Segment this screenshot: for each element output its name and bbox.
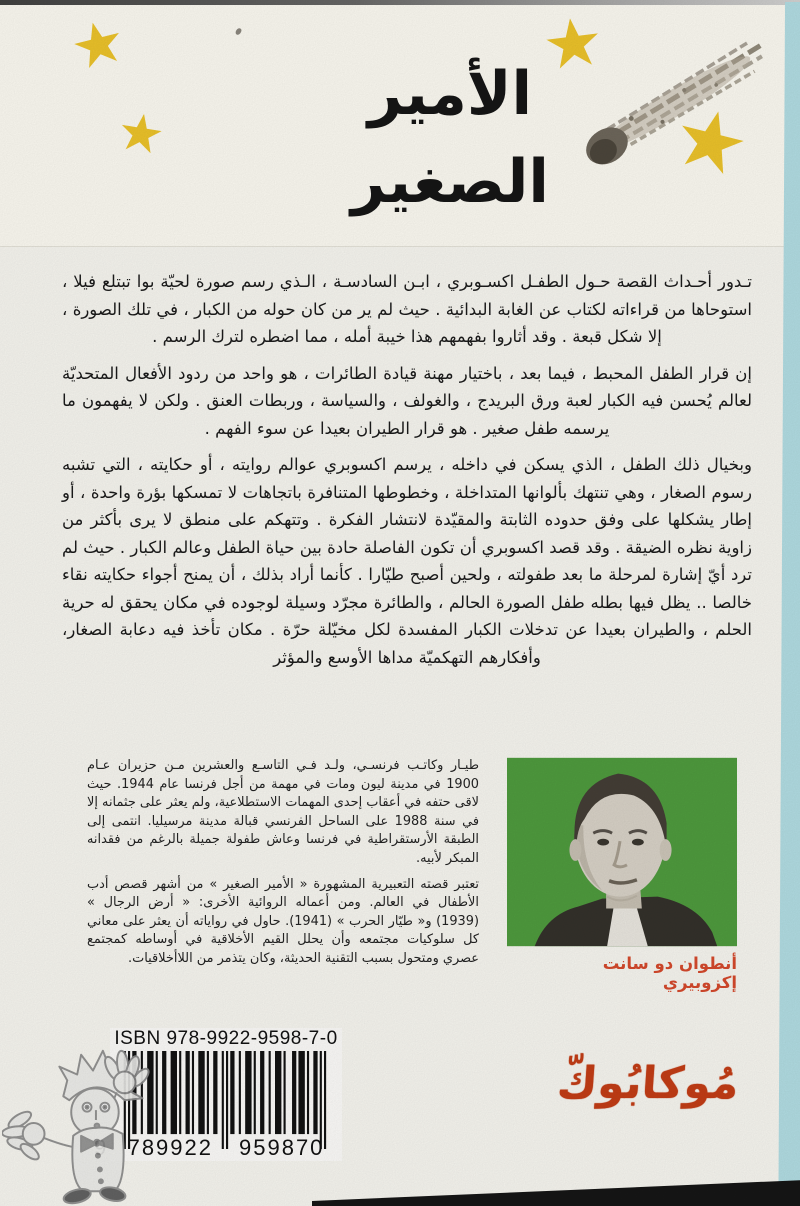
star-icon xyxy=(117,109,165,157)
synopsis-paragraph: وبخيال ذلك الطفل ، الذي يسكن في داخله ، يرسم اكسوبري عوالم روايته ، أو حكايته ، التي تشبه رسوم الصغار ، وهي تنتهك بألوانها المتداخلة ، وخطوطها المتنافرة باتجاهات لا تمسكها بؤرة واحدة ، أو إطار يشكلها على وفق حدوده الثابتة والمقيّدة لانتشار الفكرة . وتتهكم على منطق لا يرى بأكثر من زاوية نظره الضيقة . وقد قصد اكسوبري أن تكون الفاصلة حادة بين حياة الطفل وعالم الكبار . حيث لم ترد أيّ إشارة لمرحلة ما بعد طفولته ، ولحين أصبح طيّارا . كأنما أراد بذلك ، أن يمنح أجواء حكايته نقاء خالصا .. يظل فيها بطله طفل الصورة الحالم ، والطائرة مجرّد وسيلة لوجوده في مكان يحقق له حرية الحلم ، والطيران بعيدا عن تدخلات الكبار المفسدة لكل مخيّلة حرّة . مكان تأخذ فيه دعابة الصغار، وأفكارهم التهكميّة مداها الأوسع والمؤثر xyxy=(62,455,752,667)
mascot-icon xyxy=(2,1034,180,1206)
book-title-line2: الصغير xyxy=(351,147,549,217)
isbn-label: ISBN 978-9922-9598-7-0 xyxy=(114,1028,338,1049)
author-photo xyxy=(507,757,737,947)
author-name: أنطوان دو سانت إكزوبيري xyxy=(602,954,737,992)
bio-paragraph: تعتبر قصته التعبيرية المشهورة « الأمير الصغير » من أشهر قصص أدب الأطفال في العالم. ومن أعماله الروائية الأخرى: « أرض الرجال » (1939) و« طيّار الحرب » (1941). حاول في رواياته أن يعثر على معاني كل سلوكيات مجتمعه وأن يحلل القيم الأخلاقية في أوساطه كمجتمع عصري ومتحول بسبب التقنية الحديثة، وكان يتذمر من اللاأخلاقيات. xyxy=(87,876,479,966)
publisher-logo: مُوكابُوكّ xyxy=(555,1058,741,1109)
book-title-line1: الأمير xyxy=(367,59,533,129)
barcode-group2: 959870 xyxy=(239,1135,325,1160)
synopsis-paragraph: تـدور أحـداث القصة حـول الطفـل اكسـوبري ، ابـن السادسـة ، الـذي رسم صورة لحيّة بوا تبتلع فيلا ، استوحاها من قراءاته لكتاب عن الغابة البدائية . حيث لم ير من كان حوله من الكبار ، في تلك الصورة ، إلا شكل قبعة . وقد أثاروا بفهمهم هذا خيبة أمله ، مما اضطره لترك الرسم . xyxy=(62,272,752,346)
author-portrait xyxy=(507,757,737,992)
barcode-group1: 789922 xyxy=(127,1135,213,1160)
synopsis-paragraph: إن قرار الطفل المحبط ، فيما بعد ، باختيار مهنة قيادة الطائرات ، هو واحد من ردود الأفعال المتحديّة لعالم يُحسن فيه الكبار لعبة ورق البريدج ، والغولف ، والسياسة ، وربطات العنق . ولكن لا يفهمون ما يرسمه طفل صغير . هو قرار الطيران بعيدا عن سوء الفهم . xyxy=(62,363,752,438)
comet-icon xyxy=(572,22,777,180)
author-bio-section xyxy=(87,757,737,992)
author-bio-text xyxy=(87,757,479,992)
book-title xyxy=(320,50,580,226)
bio-paragraph: طيـار وكاتـب فرنسـي، ولـد فـي التاسـع والعشرين مـن حزيران عـام 1900 في مدينة ليون ومات في مهمة من أجل فرنسا عام 1944. حيث لاقى حتفه في أعقاب إحدى المهمات الاستطلاعية، ولم يعثر على جثمانه إلا في سنة 1988 على الساحل الفرنسي قبالة مدينة مرسيليا. انتمى إلى الطبقة الأرستقراطية في فرنسا وعاش طفولة جميلة بالرغم من فقدانه المبكر لأبيه. xyxy=(87,758,479,866)
synopsis-section xyxy=(62,268,752,680)
scan-edge-top xyxy=(0,0,800,5)
